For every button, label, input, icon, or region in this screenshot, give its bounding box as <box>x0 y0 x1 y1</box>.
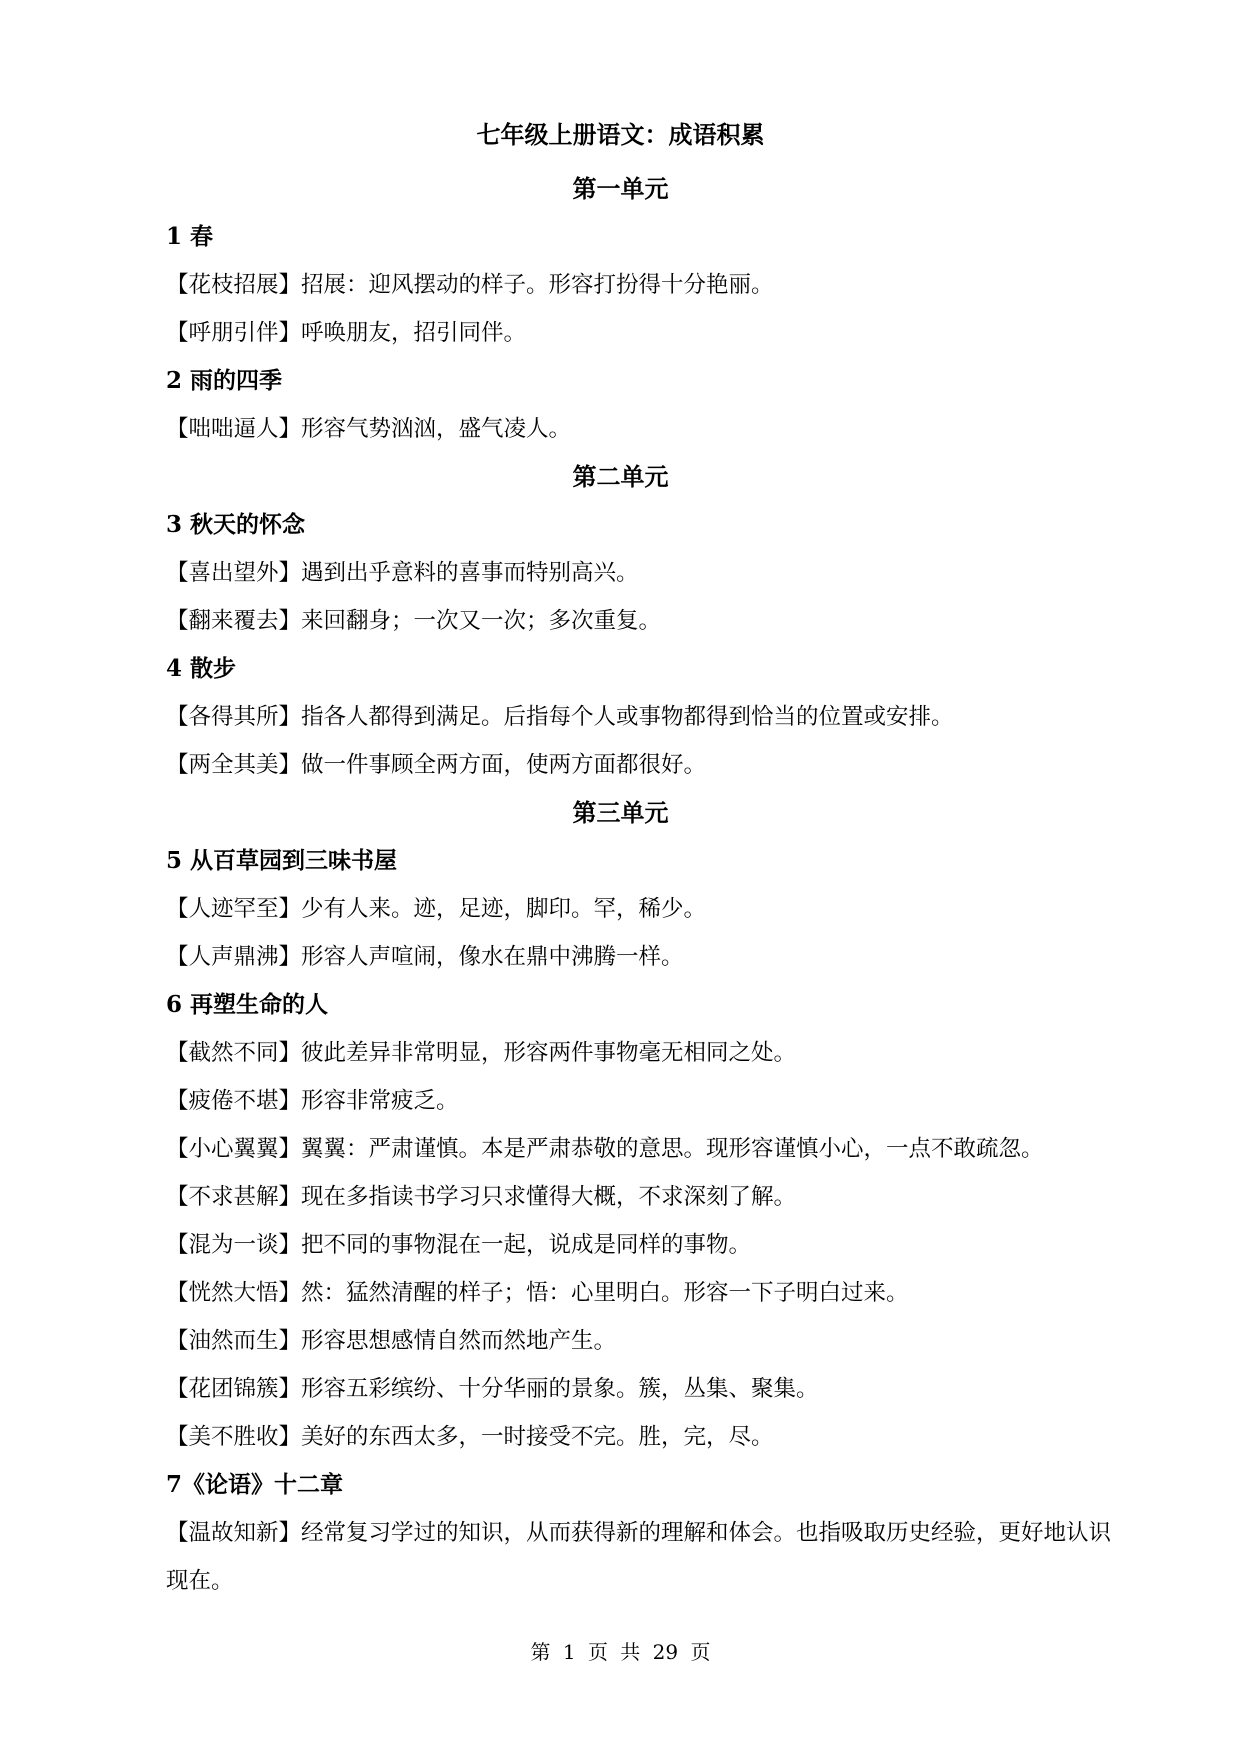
idiom-entry <box>166 1509 1126 1605</box>
idiom-entry <box>166 1173 1126 1221</box>
idiom-term: 【小心翼翼】 <box>166 1136 302 1162</box>
idiom-entry <box>166 405 1126 453</box>
idiom-definition: 遇到出乎意料的喜事而特别高兴。 <box>301 560 639 586</box>
idiom-definition: 形容气势汹汹，盛气凌人。 <box>301 416 572 442</box>
idiom-term: 【人声鼎沸】 <box>166 944 302 970</box>
unit-heading: 第二单元 <box>572 462 669 491</box>
idiom-term: 【混为一谈】 <box>166 1232 302 1258</box>
idiom-term: 【各得其所】 <box>166 704 302 730</box>
idiom-definition: 形容非常疲乏。 <box>301 1088 459 1114</box>
document-body <box>166 165 1126 1605</box>
idiom-term: 【疲倦不堪】 <box>166 1088 302 1114</box>
idiom-definition: 把不同的事物混在一起，说成是同样的事物。 <box>301 1232 752 1258</box>
idiom-definition: 少有人来。迹，足迹，脚印。罕，稀少。 <box>301 896 707 922</box>
idiom-entry <box>166 1221 1126 1269</box>
idiom-definition: 指各人都得到满足。后指每个人或事物都得到恰当的位置或安排。 <box>301 704 954 730</box>
idiom-definition: 然：猛然清醒的样子；悟：心里明白。形容一下子明白过来。 <box>301 1280 909 1306</box>
idiom-entry <box>166 1029 1126 1077</box>
idiom-term: 【温故知新】 <box>166 1520 302 1546</box>
idiom-term: 【不求甚解】 <box>166 1184 302 1210</box>
idiom-entry <box>166 885 1126 933</box>
lesson-heading: 7《论语》十二章 <box>166 1471 344 1498</box>
idiom-entry <box>166 1125 1126 1173</box>
unit-heading: 第三单元 <box>572 798 669 827</box>
page-footer: 第 1 页 共 29 页 <box>530 1640 711 1664</box>
idiom-term: 【咄咄逼人】 <box>166 416 302 442</box>
idiom-term: 【美不胜收】 <box>166 1424 302 1450</box>
idiom-term: 【花团锦簇】 <box>166 1376 302 1402</box>
idiom-entry <box>166 1317 1126 1365</box>
idiom-entry <box>166 549 1126 597</box>
idiom-entry <box>166 741 1126 789</box>
unit-heading: 第一单元 <box>572 174 669 203</box>
idiom-definition: 形容思想感情自然而然地产生。 <box>301 1328 617 1354</box>
document-title: 七年级上册语文：成语积累 <box>476 120 765 149</box>
idiom-definition: 呼唤朋友，招引同伴。 <box>301 320 527 346</box>
idiom-definition: 形容人声喧闹，像水在鼎中沸腾一样。 <box>301 944 684 970</box>
lesson-heading: 5 从百草园到三味书屋 <box>166 847 398 874</box>
idiom-entry <box>166 933 1126 981</box>
idiom-definition: 彼此差异非常明显，形容两件事物毫无相同之处。 <box>301 1040 797 1066</box>
idiom-term: 【呼朋引伴】 <box>166 320 302 346</box>
idiom-definition: 现在多指读书学习只求懂得大概，不求深刻了解。 <box>301 1184 797 1210</box>
idiom-definition: 来回翻身；一次又一次；多次重复。 <box>301 608 662 634</box>
idiom-entry <box>166 1077 1126 1125</box>
idiom-entry <box>166 1413 1126 1461</box>
idiom-term: 【花枝招展】 <box>166 272 302 298</box>
lesson-heading: 6 再塑生命的人 <box>166 991 329 1018</box>
idiom-entry <box>166 597 1126 645</box>
idiom-definition: 形容五彩缤纷、十分华丽的景象。簇，丛集、聚集。 <box>301 1376 819 1402</box>
idiom-entry <box>166 309 1126 357</box>
idiom-term: 【截然不同】 <box>166 1040 302 1066</box>
lesson-heading: 4 散步 <box>166 655 237 682</box>
idiom-entry <box>166 261 1126 309</box>
idiom-definition: 经常复习学过的知识，从而获得新的理解和体会。也指吸取历史经验，更好地认识现在。 <box>166 1520 1112 1594</box>
idiom-definition: 做一件事顾全两方面，使两方面都很好。 <box>301 752 707 778</box>
idiom-term: 【恍然大悟】 <box>166 1280 302 1306</box>
idiom-term: 【翻来覆去】 <box>166 608 302 634</box>
lesson-heading: 3 秋天的怀念 <box>166 511 306 538</box>
idiom-definition: 招展：迎风摆动的样子。形容打扮得十分艳丽。 <box>301 272 774 298</box>
idiom-term: 【喜出望外】 <box>166 560 302 586</box>
idiom-term: 【人迹罕至】 <box>166 896 302 922</box>
idiom-entry <box>166 693 1126 741</box>
idiom-term: 【油然而生】 <box>166 1328 302 1354</box>
lesson-heading: 2 雨的四季 <box>166 367 283 394</box>
idiom-definition: 美好的东西太多，一时接受不完。胜，完，尽。 <box>301 1424 774 1450</box>
lesson-heading: 1 春 <box>166 223 214 250</box>
idiom-term: 【两全其美】 <box>166 752 302 778</box>
idiom-entry <box>166 1269 1126 1317</box>
idiom-entry <box>166 1365 1126 1413</box>
idiom-definition: 翼翼：严肃谨慎。本是严肃恭敬的意思。现形容谨慎小心，一点不敢疏忽。 <box>301 1136 1044 1162</box>
